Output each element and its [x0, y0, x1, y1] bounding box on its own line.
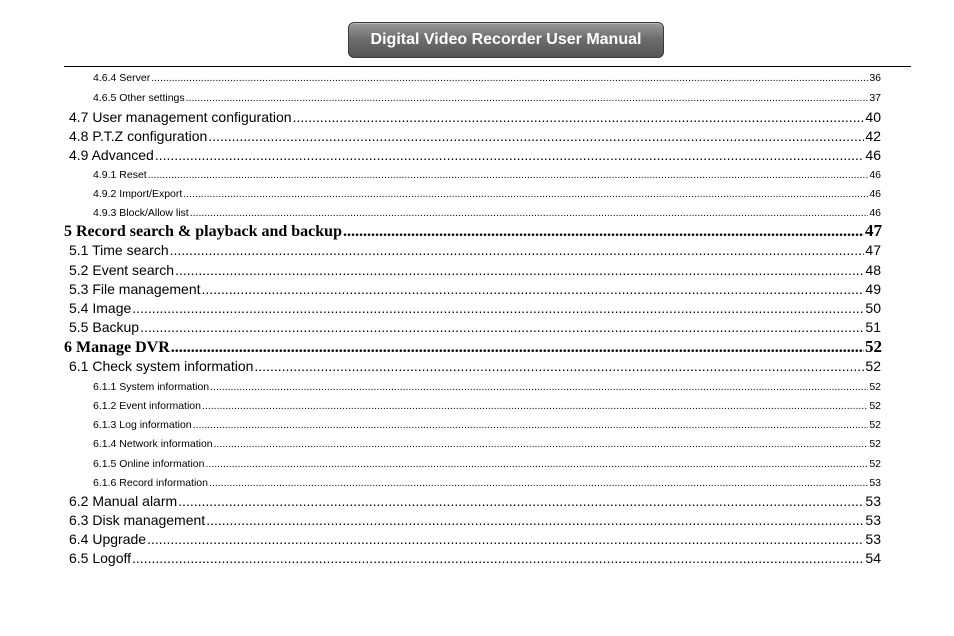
toc-entry-label: 4.6.5 Other settings	[93, 92, 185, 104]
toc-entry-label: 6.1.1 System information	[93, 381, 210, 393]
toc-entry[interactable]	[69, 358, 881, 374]
manual-title-badge	[348, 22, 664, 58]
toc-leader-dots	[178, 493, 864, 509]
toc-entry[interactable]	[93, 207, 881, 219]
toc-entry-label: 4.9.2 Import/Export	[93, 188, 183, 200]
toc-entry-label: 4.8 P.T.Z configuration	[69, 128, 208, 144]
toc-entry[interactable]	[93, 169, 881, 181]
toc-chapter-entry[interactable]	[64, 337, 882, 357]
toc-leader-dots	[206, 512, 864, 528]
toc-leader-dots	[186, 92, 869, 104]
toc-entry-page: 52	[869, 381, 881, 393]
toc-entry-page: 37	[869, 92, 881, 104]
toc-entry-page: 53	[865, 512, 881, 528]
toc-chapter-entry[interactable]	[64, 221, 882, 241]
toc-entry-page: 42	[865, 128, 881, 144]
toc-entry[interactable]	[69, 128, 881, 144]
toc-entry[interactable]	[93, 188, 881, 200]
toc-entry-label: 4.7 User management configuration	[69, 109, 292, 125]
toc-entry-label: 4.9.1 Reset	[93, 169, 147, 181]
toc-leader-dots	[254, 358, 864, 374]
toc-entry-page: 47	[865, 221, 882, 240]
toc-entry-page: 54	[865, 550, 881, 566]
toc-entry-label: 5.5 Backup	[69, 319, 140, 335]
toc-entry-page: 52	[865, 337, 882, 356]
toc-entry[interactable]	[69, 262, 881, 278]
toc-leader-dots	[202, 281, 865, 297]
toc-leader-dots	[170, 242, 865, 258]
toc-entry-page: 40	[865, 109, 881, 125]
toc-entry-label: 5.1 Time search	[69, 242, 169, 258]
toc-leader-dots	[202, 400, 868, 412]
toc-entry-label: 6.4 Upgrade	[69, 531, 147, 547]
toc-entry[interactable]	[93, 381, 881, 393]
toc-entry-page: 53	[865, 531, 881, 547]
toc-leader-dots	[148, 169, 869, 181]
toc-entry-page: 53	[865, 493, 881, 509]
toc-leader-dots	[293, 109, 865, 125]
toc-entry-page: 53	[869, 477, 881, 489]
toc-leader-dots	[209, 477, 868, 489]
toc-entry-page: 46	[869, 188, 881, 200]
toc-leader-dots	[147, 531, 864, 547]
toc-entry-label: 6.1.6 Record information	[93, 477, 208, 489]
toc-leader-dots	[190, 207, 869, 219]
toc-entry[interactable]	[69, 109, 881, 125]
toc-entry[interactable]	[69, 319, 881, 335]
toc-leader-dots	[183, 188, 868, 200]
toc-entry-label: 4.6.4 Server	[93, 72, 151, 84]
toc-entry-label: 5.3 File management	[69, 281, 201, 297]
toc-entry-page: 36	[869, 72, 881, 84]
toc-entry-label: 4.9.3 Block/Allow list	[93, 207, 189, 219]
toc-entry-page: 46	[869, 207, 881, 219]
toc-leader-dots	[140, 319, 864, 335]
toc-entry[interactable]	[93, 92, 881, 104]
toc-entry-page: 50	[865, 300, 881, 316]
toc-entry[interactable]	[69, 531, 881, 547]
toc-entry-page: 52	[869, 419, 881, 431]
toc-leader-dots	[208, 128, 864, 144]
toc-entry-label: 5 Record search & playback and backup	[64, 223, 342, 240]
toc-entry-page: 52	[869, 438, 881, 450]
toc-leader-dots	[343, 223, 864, 241]
toc-entry-page: 52	[869, 400, 881, 412]
toc-leader-dots	[205, 458, 868, 470]
toc-entry-page: 46	[865, 147, 881, 163]
toc-entry-label: 6.3 Disk management	[69, 512, 206, 528]
toc-leader-dots	[214, 438, 869, 450]
toc-entry[interactable]	[69, 512, 881, 528]
toc-entry-label: 5.2 Event search	[69, 262, 175, 278]
toc-leader-dots	[171, 339, 864, 357]
manual-title: Digital Video Recorder User Manual	[370, 31, 642, 48]
toc-entry[interactable]	[93, 438, 881, 450]
toc-entry[interactable]	[93, 458, 881, 470]
toc-entry[interactable]	[69, 300, 881, 316]
toc-entry-label: 5.4 Image	[69, 300, 132, 316]
toc-leader-dots	[132, 300, 864, 316]
toc-entry-page: 48	[865, 262, 881, 278]
toc-entry[interactable]	[69, 147, 881, 163]
toc-entry[interactable]	[69, 281, 881, 297]
toc-entry-label: 6.1.2 Event information	[93, 400, 201, 412]
toc-leader-dots	[175, 262, 864, 278]
toc-entry-page: 52	[865, 358, 881, 374]
toc-entry[interactable]	[93, 400, 881, 412]
toc-entry-page: 52	[869, 458, 881, 470]
header-divider	[64, 66, 911, 67]
toc-entry[interactable]	[93, 477, 881, 489]
toc-entry[interactable]	[69, 242, 881, 258]
toc-entry-page: 47	[865, 242, 881, 258]
toc-entry-page: 46	[869, 169, 881, 181]
toc-entry-label: 6 Manage DVR	[64, 339, 170, 356]
toc-leader-dots	[155, 147, 865, 163]
toc-entry-label: 6.1 Check system information	[69, 358, 254, 374]
toc-entry[interactable]	[93, 419, 881, 431]
toc-entry[interactable]	[69, 550, 881, 566]
toc-entry-page: 51	[865, 319, 881, 335]
toc-entry-label: 6.2 Manual alarm	[69, 493, 178, 509]
toc-entry-label: 6.5 Logoff	[69, 550, 132, 566]
toc-entry-label: 6.1.3 Log information	[93, 419, 192, 431]
toc-entry[interactable]	[93, 72, 881, 84]
toc-entry-label: 6.1.4 Network information	[93, 438, 213, 450]
toc-entry[interactable]	[69, 493, 881, 509]
toc-entry-page: 49	[865, 281, 881, 297]
toc-leader-dots	[210, 381, 868, 393]
toc-entry-label: 6.1.5 Online information	[93, 458, 205, 470]
toc-leader-dots	[193, 419, 869, 431]
toc-entry-label: 4.9 Advanced	[69, 147, 154, 163]
toc-leader-dots	[132, 550, 864, 566]
toc-leader-dots	[151, 72, 868, 84]
